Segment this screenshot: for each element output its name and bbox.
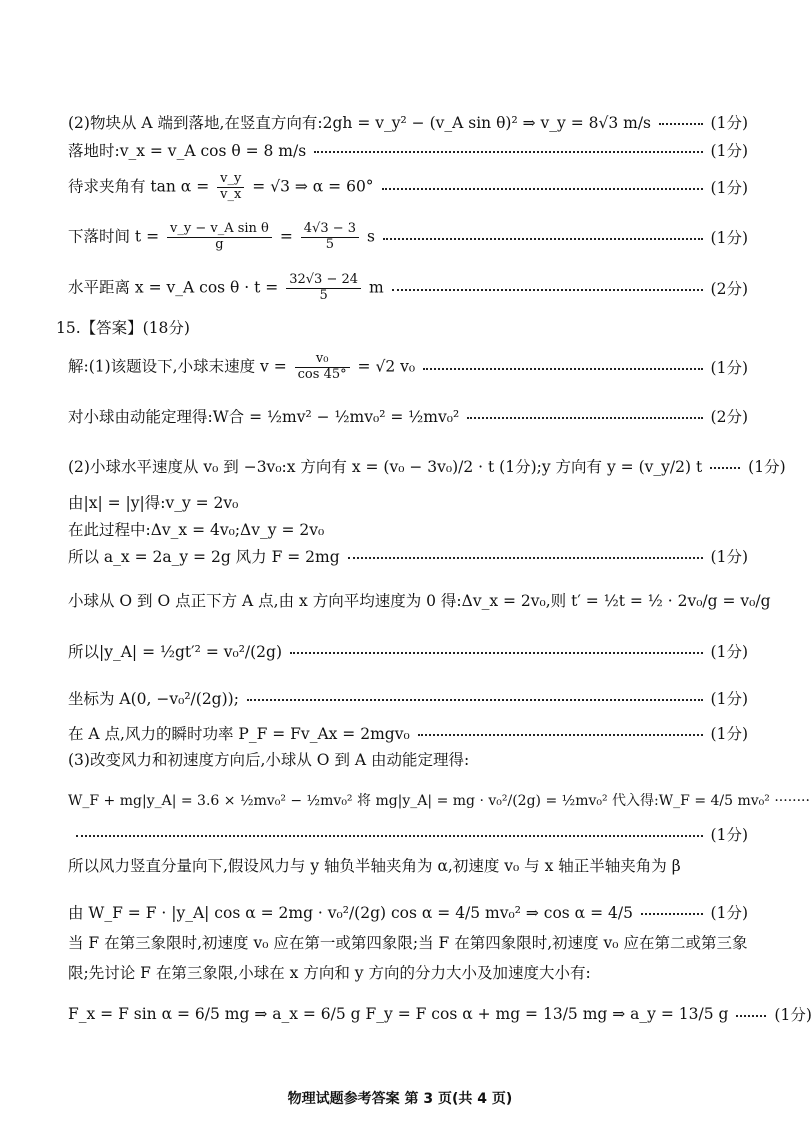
score-badge: (1分) bbox=[710, 142, 748, 160]
answer-line-12: 所以 a_x = 2a_y = 2g 风力 F = 2mg (1分) bbox=[68, 545, 748, 567]
answer-line-3: 待求夹角有 tan α = $\frac{v\_y}{v\_x}$ = √3 ⇒ α = 60° (1分) bbox=[68, 171, 748, 202]
fraction: $\frac{\text{v\_y − v\_A sin θ}}{g}$ bbox=[167, 222, 272, 253]
fraction: $\frac{\text{v₀}}{\cos 45^\circ}$ bbox=[295, 352, 350, 383]
score-badge: (2分) bbox=[710, 280, 748, 299]
answer-line-17: (3)改变风力和初速度方向后,小球从 O 到 A 由动能定理得: bbox=[68, 751, 470, 769]
answer-line-5: 水平距离 x = v_A cos θ · t = $\frac{32√3 - 24}{5}$ m (2分) bbox=[68, 272, 748, 303]
score-badge: (1分) bbox=[710, 179, 748, 198]
answer-line-21: 由 W_F = F · |y_A| cos α = 2mg · v₀²/(2g) cos α = 4/5 mv₀² ⇒ cos α = 4/5 (1分) bbox=[68, 901, 748, 923]
score-badge: (1分) bbox=[710, 643, 748, 661]
score-badge: (1分) bbox=[710, 690, 748, 708]
answer-line-19 bbox=[68, 823, 748, 845]
answer-line-22: 当 F 在第三象限时,初速度 v₀ 应在第一或第四象限;当 F 在第四象限时,初速度 v₀ 应在第二或第三象限;先讨论 F 在第三象限,小球在 x 方向和 y 方向的分力大小及加速度大小有: bbox=[68, 934, 748, 982]
score-badge: (1分) bbox=[748, 458, 786, 476]
fraction: $\frac{4√3 - 3}{5}$ bbox=[301, 222, 359, 253]
fraction: $\frac{v\_y}{v\_x}$ bbox=[217, 172, 244, 203]
answer-line-20: 所以风力竖直分量向下,假设风力与 y 轴负半轴夹角为 α,初速度 v₀ 与 x 轴正半轴夹角为 β bbox=[68, 857, 681, 875]
answer-line-18: W_F + mg|y_A| = 3.6 × ½mv₀² − ½mv₀² 将 mg|y_A| = mg · v₀²/(2g) = ½mv₀² 代入得:W_F = 4/5 mv₀² ········ bbox=[68, 793, 810, 809]
answer-line-4: 下落时间 t = $\frac{\text{v\_y − v\_A sin θ}}{g}$ = $\frac{4√3 - 3}{5}$ s (1分) bbox=[68, 221, 748, 252]
score-badge: (1分) bbox=[710, 359, 748, 378]
score-badge: (1分) bbox=[710, 548, 748, 566]
answer-line-13: 小球从 O 到 O 点正下方 A 点,由 x 方向平均速度为 0 得:Δv_x = 2v₀,则 t′ = ½t = ½ · 2v₀/g = v₀/g bbox=[68, 592, 771, 610]
score-badge: (1分) bbox=[710, 725, 748, 743]
answer-line-1: (2)物块从 A 端到落地,在竖直方向有:2gh = v_y² − (v_A sin θ)² ⇒ v_y = 8√3 m/s (1分) bbox=[68, 111, 748, 133]
score-badge: (1分) bbox=[774, 1006, 812, 1024]
fraction: $\frac{32√3 - 24}{5}$ bbox=[286, 273, 361, 304]
score-badge: (2分) bbox=[710, 408, 748, 426]
answer-line-9: (2)小球水平速度从 v₀ 到 −3v₀:x 方向有 x = (v₀ − 3v₀)/2 · t (1分);y 方向有 y = (v_y/2) t (1分) bbox=[68, 455, 748, 477]
answer-line-23: F_x = F sin α = 6/5 mg ⇒ a_x = 6/5 g F_y = F cos α + mg = 13/5 mg ⇒ a_y = 13/5 g (1分) bbox=[68, 1005, 812, 1024]
answer-line-2: 落地时:v_x = v_A cos θ = 8 m/s (1分) bbox=[68, 139, 748, 161]
score-badge: (1分) bbox=[710, 826, 748, 844]
score-badge: (1分) bbox=[710, 904, 748, 922]
answer-line-8: 对小球由动能定理得:W合 = ½mv² − ½mv₀² = ½mv₀² (2分) bbox=[68, 405, 748, 427]
score-badge: (1分) bbox=[710, 114, 748, 132]
score-badge: (1分) bbox=[710, 229, 748, 248]
question-15-heading: 15.【答案】(18分) bbox=[56, 319, 190, 337]
answer-line-11: 在此过程中:Δv_x = 4v₀;Δv_y = 2v₀ bbox=[68, 521, 325, 539]
page-footer: 物理试题参考答案 第 3 页(共 4 页) bbox=[287, 1091, 513, 1107]
answer-line-14: 所以|y_A| = ½gt′² = v₀²/(2g) (1分) bbox=[68, 640, 748, 662]
answer-line-7: 解:(1)该题设下,小球末速度 v = $\frac{\text{v₀}}{\cos 45^\circ}$ = √2 v₀ (1分) bbox=[68, 351, 748, 382]
answer-line-16: 在 A 点,风力的瞬时功率 P_F = Fv_Ax = 2mgv₀ (1分) bbox=[68, 722, 748, 744]
answer-line-10: 由|x| = |y|得:v_y = 2v₀ bbox=[68, 494, 239, 512]
answer-line-15: 坐标为 A(0, −v₀²/(2g)); (1分) bbox=[68, 687, 748, 709]
